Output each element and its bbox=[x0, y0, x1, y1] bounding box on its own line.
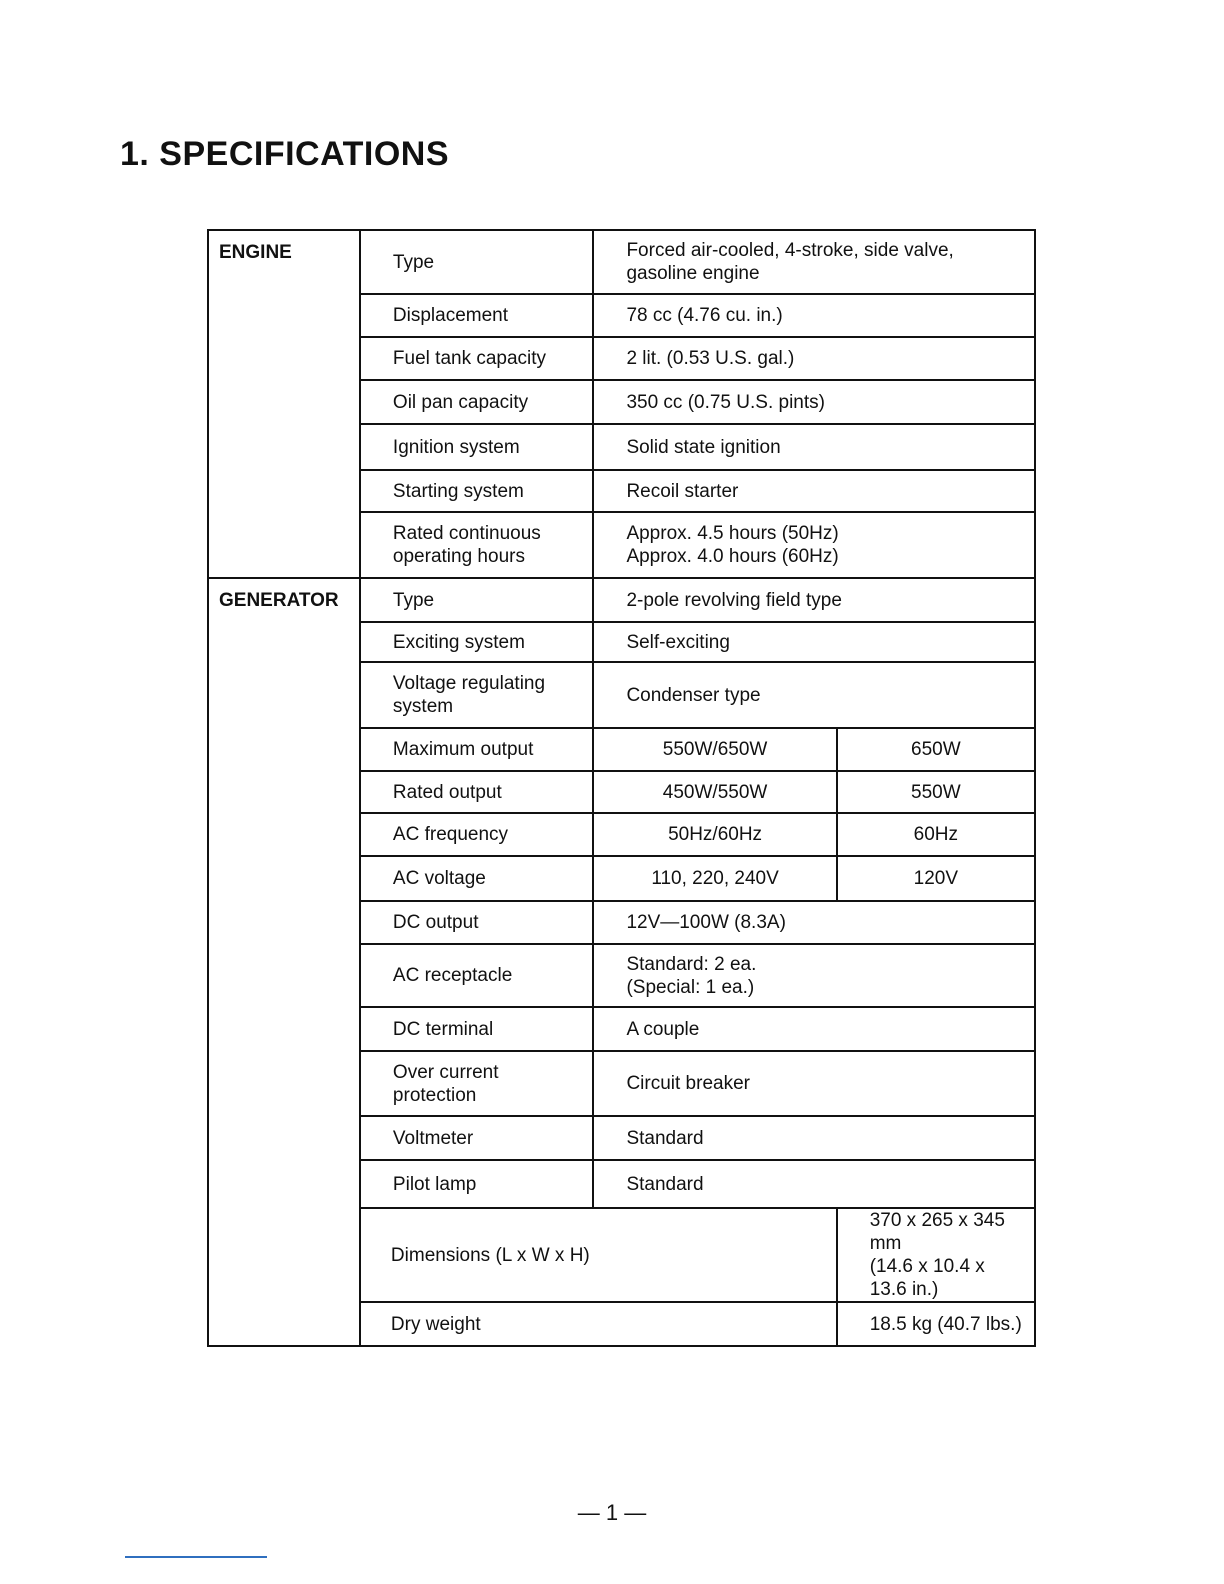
section-label-generator: GENERATOR bbox=[208, 578, 360, 1346]
page-title: 1. SPECIFICATIONS bbox=[120, 135, 450, 173]
spec-value-a: 50Hz/60Hz bbox=[593, 813, 836, 856]
spec-value-b: 120V bbox=[837, 856, 1035, 901]
spec-value-a: 550W/650W bbox=[593, 728, 836, 771]
spec-value: 78 cc (4.76 cu. in.) bbox=[593, 294, 1035, 337]
spec-value: Approx. 4.5 hours (50Hz) Approx. 4.0 hours (60Hz) bbox=[593, 512, 1035, 578]
spec-value-b: 550W bbox=[837, 771, 1035, 813]
spec-item: Fuel tank capacity bbox=[360, 337, 594, 380]
dimensions-label: Dimensions (L x W x H) bbox=[360, 1208, 837, 1302]
spec-value: Standard bbox=[593, 1116, 1035, 1160]
spec-value: Solid state ignition bbox=[593, 424, 1035, 470]
footer-rule bbox=[125, 1556, 267, 1558]
spec-item: Ignition system bbox=[360, 424, 594, 470]
spec-value: 12V—100W (8.3A) bbox=[593, 901, 1035, 944]
spec-value: Circuit breaker bbox=[593, 1051, 1035, 1116]
spec-value: Standard: 2 ea. (Special: 1 ea.) bbox=[593, 944, 1035, 1007]
spec-item: Voltmeter bbox=[360, 1116, 594, 1160]
spec-item: Voltage regulating system bbox=[360, 662, 594, 728]
spec-item: AC voltage bbox=[360, 856, 594, 901]
spec-value-a: 110, 220, 240V bbox=[593, 856, 836, 901]
specifications-table bbox=[207, 229, 1036, 1347]
spec-value: 2-pole revolving field type bbox=[593, 578, 1035, 622]
spec-value: Self-exciting bbox=[593, 622, 1035, 662]
spec-item: AC receptacle bbox=[360, 944, 594, 1007]
spec-value: Standard bbox=[593, 1160, 1035, 1208]
spec-item: Oil pan capacity bbox=[360, 380, 594, 424]
spec-value-a: 450W/550W bbox=[593, 771, 836, 813]
spec-value-b: 650W bbox=[837, 728, 1035, 771]
spec-item: Type bbox=[360, 230, 594, 294]
spec-value: 350 cc (0.75 U.S. pints) bbox=[593, 380, 1035, 424]
spec-item: DC output bbox=[360, 901, 594, 944]
spec-item: Type bbox=[360, 578, 594, 622]
spec-item: Pilot lamp bbox=[360, 1160, 594, 1208]
dry-weight-value: 18.5 kg (40.7 lbs.) bbox=[837, 1302, 1035, 1346]
spec-value: Condenser type bbox=[593, 662, 1035, 728]
spec-item: Exciting system bbox=[360, 622, 594, 662]
spec-value: A couple bbox=[593, 1007, 1035, 1051]
page-number: — 1 — bbox=[577, 1500, 647, 1525]
spec-item: Rated output bbox=[360, 771, 594, 813]
spec-item: Maximum output bbox=[360, 728, 594, 771]
spec-value-b: 60Hz bbox=[837, 813, 1035, 856]
spec-item: Over current protection bbox=[360, 1051, 594, 1116]
spec-value: 2 lit. (0.53 U.S. gal.) bbox=[593, 337, 1035, 380]
spec-item: AC frequency bbox=[360, 813, 594, 856]
table-row bbox=[208, 230, 1035, 294]
section-label-engine: ENGINE bbox=[208, 230, 360, 578]
spec-value: Recoil starter bbox=[593, 470, 1035, 512]
spec-value: Forced air-cooled, 4-stroke, side valve, gasoline engine bbox=[593, 230, 1035, 294]
dry-weight-label: Dry weight bbox=[360, 1302, 837, 1346]
dimensions-value: 370 x 265 x 345 mm (14.6 x 10.4 x 13.6 in.) bbox=[837, 1208, 1035, 1302]
spec-item: Rated continuous operating hours bbox=[360, 512, 594, 578]
table-row bbox=[208, 578, 1035, 622]
spec-item: Starting system bbox=[360, 470, 594, 512]
spec-item: DC terminal bbox=[360, 1007, 594, 1051]
spec-item: Displacement bbox=[360, 294, 594, 337]
